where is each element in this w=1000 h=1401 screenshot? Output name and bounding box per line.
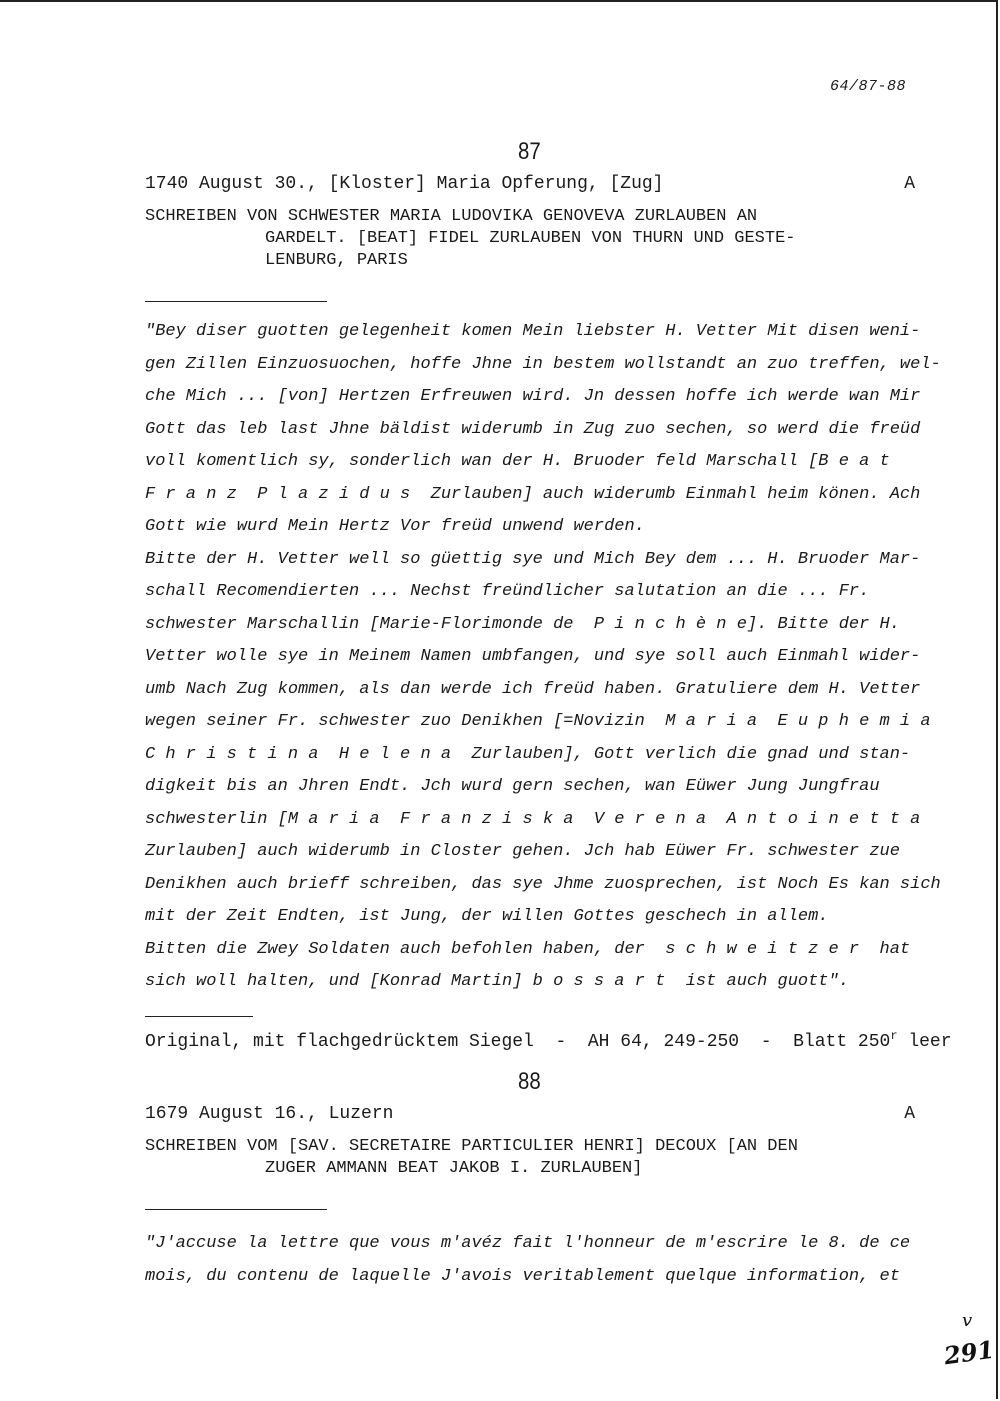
quote-line: voll komentlich sy, sonderlich wan der H. Bruoder feld Marschall [B e a t (145, 452, 890, 471)
quote-line: "J'accuse la lettre que vous m'avéz fait l'honneur de m'escrire le 8. de ce (145, 1234, 911, 1253)
quote-line: Denikhen auch brieff schreiben, das sye Jhme zuosprechen, ist Noch Es kan sich (145, 874, 941, 894)
title-line: SCHREIBEN VOM [SAV. SECRETAIRE PARTICULIER HENRI] DECOUX [AN DEN (145, 1137, 798, 1156)
date-place: 1679 August 16., Luzern (145, 1104, 394, 1124)
quote-line: schwester Marschallin [Marie-Florimonde de P i n c h è n e]. Bitte der H. (145, 614, 900, 634)
document-number: 87 (518, 138, 541, 165)
quote-line: Zurlauben] auch widerumb in Closter gehen. Jch hab Eüwer Fr. schwester zue (145, 842, 900, 861)
page-reference: 64/87-88 (830, 78, 907, 95)
letter-title (145, 206, 915, 272)
date-place: 1740 August 30., [Kloster] Maria Opferung, [Zug] (145, 174, 664, 194)
divider-rule (145, 1209, 327, 1210)
source-note-text: Original, mit flachgedrücktem Siegel - AH 64, 249-250 - Blatt 250 (145, 1032, 891, 1052)
handwritten-folio-number: 291 (942, 1334, 996, 1371)
title-line: ZUGER AMMANN BEAT JAKOB I. ZURLAUBEN] (265, 1159, 643, 1178)
quote-line: schwesterlin [M a r i a F r a n z i s k a V e r e n a A n t o i n e t t a (145, 809, 921, 829)
quote-line: Bitte der H. Vetter well so güettig sye und Mich Bey dem ... H. Bruoder Mar- (145, 549, 921, 569)
divider-rule (145, 301, 327, 302)
quote-line: Gott wie wurd Mein Hertz Vor freüd unwend werden. (145, 517, 645, 536)
quote-line: umb Nach Zug kommen, als dan werde ich freüd haben. Gratuliere dem H. Vetter (145, 679, 921, 699)
title-line: GARDELT. [BEAT] FIDEL ZURLAUBEN VON THURN UND GESTE- (265, 229, 796, 248)
letter-title (145, 1136, 915, 1180)
document-number: 88 (518, 1068, 541, 1095)
handwritten-check-mark: v (962, 1310, 973, 1331)
quote-line: Bitten die Zwey Soldaten auch befohlen haben, der s c h w e i t z e r hat (145, 939, 911, 959)
quote-line: digkeit bis an Jhren Endt. Jch wurd gern sechen, wan Eüwer Jung Jungfrau (145, 777, 880, 796)
date-place-line (145, 1104, 915, 1124)
divider-rule (145, 1016, 253, 1017)
quote-line: "Bey diser guotten gelegenheit komen Mein liebster H. Vetter Mit disen weni- (145, 322, 921, 341)
grade-letter: A (904, 1104, 915, 1124)
quote-line: mit der Zeit Endten, ist Jung, der willen Gottes geschech in allem. (145, 907, 829, 926)
letter-quote (145, 316, 941, 999)
letter-quote (145, 1228, 935, 1293)
title-line: SCHREIBEN VON SCHWESTER MARIA LUDOVIKA GENOVEVA ZURLAUBEN AN (145, 207, 758, 226)
quote-line: Vetter wolle sye in Meinem Namen umbfangen, und sye soll auch Einmahl wider- (145, 647, 921, 666)
title-line: LENBURG, PARIS (265, 251, 408, 270)
source-note-end: leer (897, 1032, 952, 1052)
quote-line: C h r i s t i n a H e l e n a Zurlauben], Gott verlich die gnad und stan- (145, 744, 911, 764)
quote-line: gen Zillen Einzuosuochen, hoffe Jhne in bestem wollstandt an zuo treffen, wel- (145, 354, 941, 374)
quote-line: mois, du contenu de laquelle J'avois veritablement quelque information, et (145, 1266, 900, 1286)
quote-line: Gott das leb last Jhne bäldist widerumb in Zug zuo sechen, so werd die freüd (145, 419, 921, 439)
quote-line: che Mich ... [von] Hertzen Erfreuwen wird. Jn dessen hoffe ich werde wan Mir (145, 387, 921, 406)
quote-line: F r a n z P l a z i d u s Zurlauben] auch widerumb Einmahl heim könen. Ach (145, 484, 921, 504)
grade-letter: A (904, 174, 915, 194)
quote-line: wegen seiner Fr. schwester zuo Denikhen [=Novizin M a r i a E u p h e m i a (145, 712, 931, 731)
folio-side: r (890, 1029, 898, 1043)
source-note (145, 1029, 952, 1052)
quote-line: schall Recomendierten ... Nechst freündlicher salutation an die ... Fr. (145, 582, 870, 601)
quote-line: sich woll halten, und [Konrad Martin] b o s s a r t ist auch guott". (145, 972, 849, 991)
date-place-line (145, 174, 915, 194)
